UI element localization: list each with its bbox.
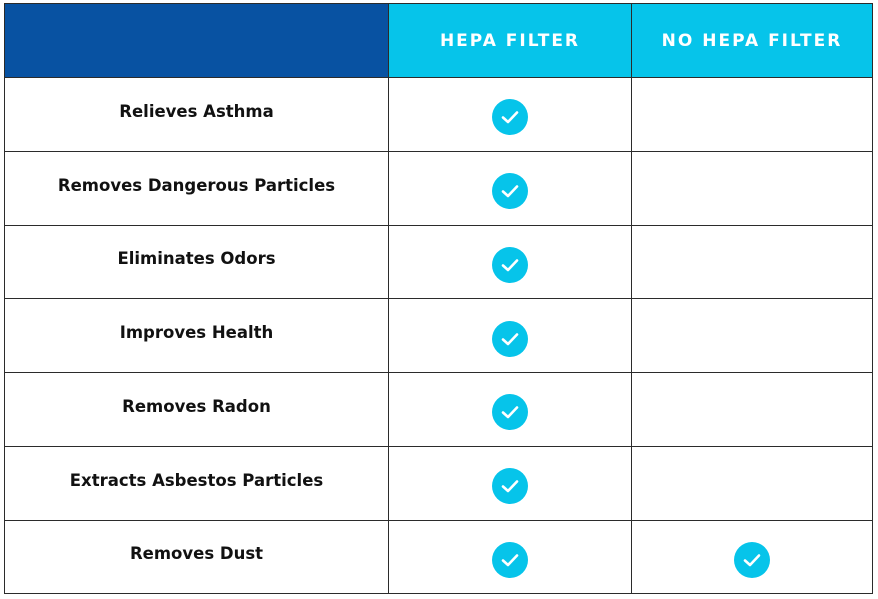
no-hepa-cell bbox=[631, 447, 872, 520]
feature-label: Extracts Asbestos Particles bbox=[69, 470, 324, 490]
table-row bbox=[5, 151, 872, 225]
table-row bbox=[5, 225, 872, 299]
table-row bbox=[5, 77, 872, 151]
feature-label: Relieves Asthma bbox=[119, 101, 274, 121]
header-hepa-filter bbox=[388, 4, 631, 77]
no-hepa-cell bbox=[631, 78, 872, 151]
table-row bbox=[5, 520, 872, 594]
feature-label: Removes Dangerous Particles bbox=[57, 175, 336, 195]
feature-cell bbox=[5, 226, 388, 299]
check-circle-icon bbox=[734, 542, 770, 578]
hepa-cell bbox=[388, 521, 631, 594]
hepa-cell bbox=[388, 152, 631, 225]
table-row bbox=[5, 372, 872, 446]
feature-label: Eliminates Odors bbox=[117, 249, 276, 269]
check-circle-icon bbox=[492, 394, 528, 430]
feature-cell bbox=[5, 447, 388, 520]
no-hepa-cell bbox=[631, 521, 872, 594]
hepa-cell bbox=[388, 373, 631, 446]
table-row bbox=[5, 298, 872, 372]
feature-cell bbox=[5, 299, 388, 372]
no-hepa-cell bbox=[631, 226, 872, 299]
table-row bbox=[5, 446, 872, 520]
header-no-hepa-filter bbox=[631, 4, 872, 77]
feature-cell bbox=[5, 521, 388, 594]
hepa-cell bbox=[388, 226, 631, 299]
check-circle-icon bbox=[492, 468, 528, 504]
check-circle-icon bbox=[492, 99, 528, 135]
feature-cell bbox=[5, 373, 388, 446]
table-body bbox=[5, 77, 872, 593]
header-corner-cell bbox=[5, 4, 388, 77]
hepa-cell bbox=[388, 447, 631, 520]
feature-label: Removes Dust bbox=[129, 544, 264, 564]
check-circle-icon bbox=[492, 321, 528, 357]
comparison-table bbox=[4, 3, 873, 594]
hepa-cell bbox=[388, 299, 631, 372]
header-hepa-label: HEPA FILTER bbox=[439, 30, 581, 51]
feature-cell bbox=[5, 78, 388, 151]
check-circle-icon bbox=[492, 247, 528, 283]
feature-label: Removes Radon bbox=[122, 396, 271, 416]
header-row bbox=[5, 4, 872, 77]
no-hepa-cell bbox=[631, 373, 872, 446]
feature-label: Improves Health bbox=[119, 323, 274, 343]
check-circle-icon bbox=[492, 542, 528, 578]
no-hepa-cell bbox=[631, 299, 872, 372]
header-no-hepa-label: NO HEPA FILTER bbox=[661, 30, 843, 51]
no-hepa-cell bbox=[631, 152, 872, 225]
check-circle-icon bbox=[492, 173, 528, 209]
hepa-cell bbox=[388, 78, 631, 151]
feature-cell bbox=[5, 152, 388, 225]
